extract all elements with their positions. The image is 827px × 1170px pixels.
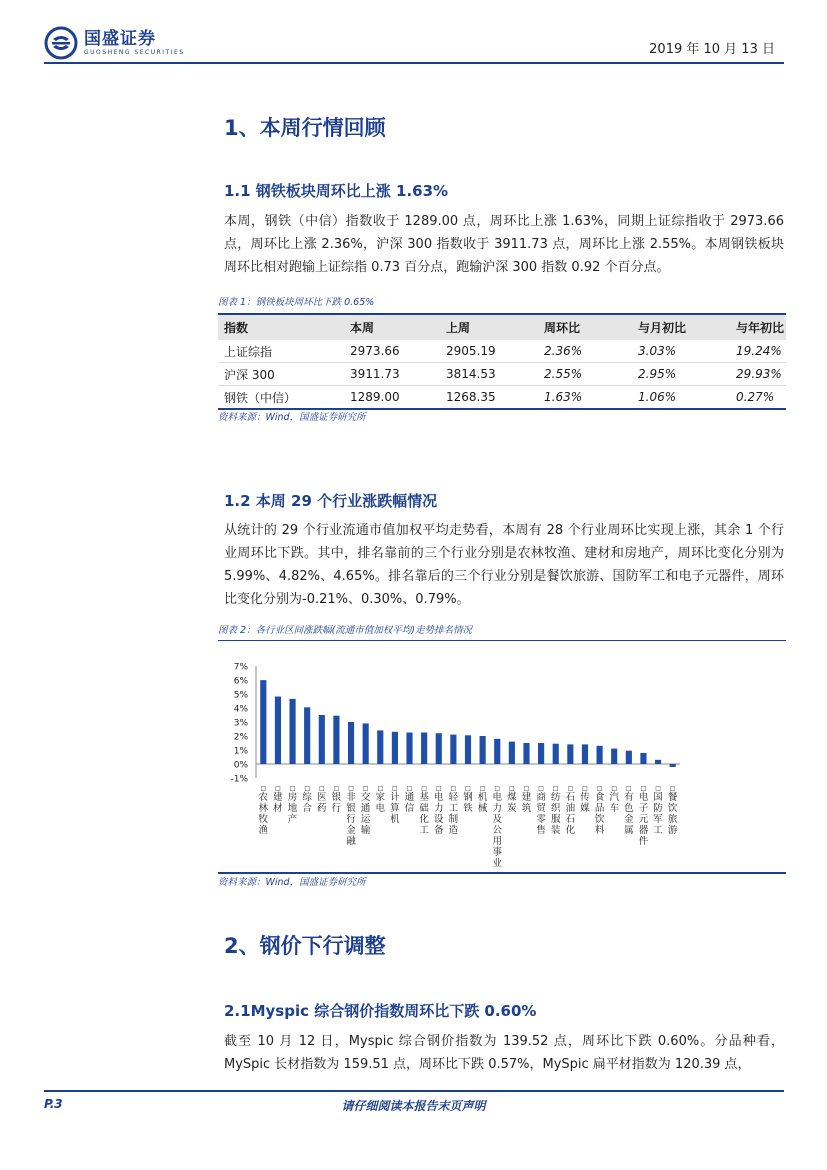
table-cell: 3911.73	[344, 363, 440, 386]
x-category-label: □石油石化	[565, 785, 576, 836]
x-category-label: □机械	[477, 785, 488, 814]
x-category-label: □综合	[302, 785, 312, 814]
section-1-title: 1、本周行情回顾	[224, 116, 386, 140]
chart-2-caption: 图表 2：各行业区间涨跌幅(流通市值加权平均)走势排名情况	[218, 625, 472, 636]
bar-13	[436, 733, 442, 764]
x-category-label: □电力及公用事业	[492, 785, 502, 869]
y-tick-label: 6%	[233, 676, 248, 687]
bar-26	[626, 751, 632, 764]
table-cell: 2.55%	[538, 363, 632, 386]
bar-1	[260, 680, 266, 764]
x-category-label: □商贸零售	[536, 785, 546, 836]
bar-18	[509, 742, 515, 764]
x-category-label: □银行	[331, 785, 342, 814]
table-header-cell: 上周	[440, 314, 538, 340]
subsection-2-1-paragraph: 截至 10 月 12 日，Myspic 综合钢价指数为 139.52 点，周环比下跌 0.60%。分品种看，MySpic 长材指数为 159.51 点，周环比下跌 0.57%，MySpic 扁平材指数为 120.39 点，	[224, 1034, 784, 1072]
table-cell: 1.06%	[632, 386, 730, 409]
table-cell: 1289.00	[344, 386, 440, 409]
bar-20	[538, 743, 544, 764]
x-category-label: □有色金属	[624, 785, 634, 836]
table-header-cell: 与月初比	[632, 314, 730, 340]
x-category-label: □轻工制造	[448, 785, 459, 836]
table-row	[218, 386, 786, 409]
bar-7	[348, 722, 354, 764]
bar-16	[480, 736, 486, 764]
chart-top-rule	[218, 640, 786, 641]
logo-icon	[44, 26, 78, 60]
section-2-title: 2、钢价下行调整	[224, 934, 386, 958]
bar-17	[494, 739, 500, 764]
bar-6	[333, 716, 339, 764]
x-category-label: □汽车	[609, 785, 619, 814]
company-logo	[44, 26, 185, 60]
table-cell: 0.27%	[730, 386, 786, 409]
y-tick-label: 5%	[233, 690, 248, 701]
bar-12	[421, 733, 427, 765]
table-cell: 3814.53	[440, 363, 538, 386]
bar-11	[406, 733, 412, 765]
table-1-source: 资料来源：Wind，国盛证券研究所	[218, 412, 366, 423]
table-cell: 19.24%	[730, 340, 786, 363]
subsection-1-2-title: 1.2 本周 29 个行业涨跌幅情况	[224, 492, 438, 510]
bar-25	[611, 749, 617, 764]
x-category-label: □电子元器件	[638, 785, 649, 847]
x-category-label: □交通运输	[360, 785, 371, 836]
report-date: 2019 年 10 月 13 日	[649, 42, 775, 57]
x-category-label: □建筑	[521, 785, 532, 814]
bar-27	[640, 753, 646, 764]
table-header-cell: 与年初比	[730, 314, 786, 340]
logo-name-en: GUOSHENG SECURITIES	[84, 49, 185, 56]
table-cell: 沪深 300	[218, 363, 344, 386]
x-category-label: □农林牧渔	[258, 785, 269, 836]
table-cell: 1268.35	[440, 386, 538, 409]
bar-14	[450, 735, 456, 764]
table-cell: 钢铁（中信）	[218, 386, 344, 409]
table-cell: 3.03%	[632, 340, 730, 363]
table-1-caption: 图表 1：钢铁板块周环比下跌 0.65%	[218, 297, 375, 308]
bar-15	[465, 735, 471, 764]
y-tick-label: 0%	[233, 760, 248, 771]
subsection-1-2-paragraph: 从统计的 29 个行业流通市值加权平均走势看，本周有 28 个行业周环比实现上涨，其余 1 个行业周环比下跌。其中，排名靠前的三个行业分别是农林牧渔、建材和房地产，周环比变化分别为 5.99%、4.82%、4.65%。排名靠后的三个行业分别是餐饮旅游、国防军工和电子元器件，周环比变化分别为-0.21%、0.30%、0.79%。	[224, 523, 784, 607]
bar-3	[289, 699, 295, 764]
footer-disclaimer: 请仔细阅读本报告末页声明	[341, 1099, 486, 1113]
x-category-label: □煤炭	[507, 785, 517, 814]
bar-4	[304, 707, 310, 764]
x-category-label: □计算机	[390, 785, 400, 825]
x-category-label: □通信	[404, 785, 415, 814]
page-number: P.3	[44, 1097, 63, 1111]
bar-29	[670, 764, 676, 767]
bar-10	[392, 732, 398, 764]
x-category-label: □电力设备	[434, 785, 444, 836]
footer-divider	[44, 1090, 784, 1092]
x-category-label: □传媒	[580, 785, 590, 814]
bar-9	[377, 730, 383, 764]
x-category-label: □基础化工	[419, 785, 429, 836]
bar-5	[319, 715, 325, 764]
x-category-label: □纺织服装	[550, 785, 561, 836]
header-divider	[44, 62, 784, 64]
subsection-2-1-title: 2.1Myspic 综合钢价指数周环比下跌 0.60%	[224, 1002, 537, 1020]
bar-19	[523, 743, 529, 764]
x-category-label: □钢铁	[463, 785, 473, 814]
table-row	[218, 340, 786, 363]
x-category-label: □国防军工	[653, 785, 663, 836]
subsection-1-1-title: 1.1 钢铁板块周环比上涨 1.63%	[224, 182, 449, 200]
x-category-label: □建材	[273, 785, 283, 814]
table-header-cell: 本周	[344, 314, 440, 340]
x-category-label: □医药	[317, 785, 327, 814]
x-category-label: □家电	[375, 785, 386, 814]
table-cell: 29.93%	[730, 363, 786, 386]
x-category-label: □食品饮料	[594, 785, 605, 836]
bar-28	[655, 760, 661, 764]
subsection-1-1-paragraph: 本周，钢铁（中信）指数收于 1289.00 点，周环比上涨 1.63%，同期上证综指收于 2973.66 点，周环比上涨 2.36%，沪深 300 指数收于 3911.73 点，周环比上涨 2.55%。本周钢铁板块周环比相对跑输上证综指 0.73 百分点，跑输沪深 300 指数 0.92 个百分点。	[224, 214, 784, 275]
x-category-label: □房地产	[287, 785, 298, 825]
y-tick-label: 1%	[233, 746, 248, 757]
bar-21	[553, 744, 559, 764]
bar-23	[582, 744, 588, 764]
y-tick-label: 4%	[233, 704, 248, 715]
y-tick-label: -1%	[230, 774, 248, 785]
index-performance-table	[218, 313, 786, 409]
bar-8	[363, 723, 369, 764]
x-category-label: □餐饮旅游	[667, 785, 678, 836]
y-tick-label: 3%	[233, 718, 248, 729]
table-cell: 2.95%	[632, 363, 730, 386]
y-tick-label: 7%	[233, 662, 248, 673]
table-cell: 1.63%	[538, 386, 632, 409]
industry-returns-bar-chart	[218, 652, 786, 872]
y-tick-label: 2%	[233, 732, 248, 743]
table-cell: 2905.19	[440, 340, 538, 363]
chart-2-source: 资料来源：Wind，国盛证券研究所	[218, 877, 366, 888]
bar-24	[597, 746, 603, 764]
bar-2	[275, 697, 281, 764]
bar-22	[567, 744, 573, 764]
table-header-cell: 周环比	[538, 314, 632, 340]
table-cell: 上证综指	[218, 340, 344, 363]
x-category-label: □非银行金融	[346, 785, 356, 847]
table-row	[218, 363, 786, 386]
table-cell: 2973.66	[344, 340, 440, 363]
table-header-cell: 指数	[218, 314, 344, 340]
table-cell: 2.36%	[538, 340, 632, 363]
table-header-row	[218, 314, 786, 340]
logo-name-cn: 国盛证券	[84, 29, 156, 49]
